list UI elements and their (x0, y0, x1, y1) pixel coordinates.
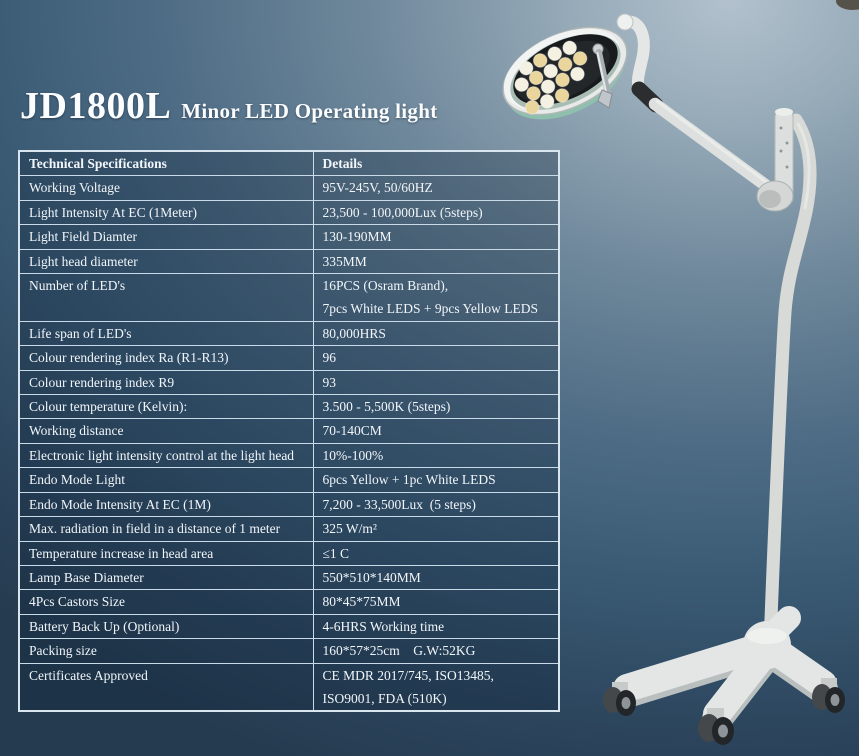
spec-row (19, 663, 559, 711)
spec-value-line: 70-140CM (322, 423, 382, 439)
spec-name-cell: Certificates Approved (19, 663, 313, 711)
spec-name-cell: Max. radiation in field in a distance of 1 meter (19, 517, 313, 541)
spec-row (19, 419, 559, 443)
spec-row (19, 443, 559, 467)
spec-row (19, 565, 559, 589)
corner-object (836, 0, 859, 10)
spec-row (19, 614, 559, 638)
spec-value-line: 16PCS (Osram Brand), (322, 278, 449, 294)
spec-value-line: 7,200 - 33,500Lux (5 steps) (322, 496, 476, 512)
product-name: Minor LED Operating light (181, 99, 438, 123)
spec-value-line: ISO9001, FDA (510K) (322, 690, 447, 706)
spec-name-cell: Number of LED's (19, 274, 313, 322)
spec-header-details: Details (313, 151, 559, 176)
model-name: JD1800L (20, 85, 172, 127)
spec-value-line: 325 W/m² (322, 521, 377, 537)
spec-name-cell: 4Pcs Castors Size (19, 590, 313, 614)
spec-row (19, 517, 559, 541)
spec-name-cell: Colour temperature (Kelvin): (19, 395, 313, 419)
spec-name-cell: Life span of LED's (19, 321, 313, 345)
spec-row (19, 541, 559, 565)
spec-table-body (19, 176, 559, 711)
spec-row (19, 200, 559, 224)
spec-value-line: 80*45*75MM (322, 594, 401, 610)
spec-name-cell: Light Field Diamter (19, 225, 313, 249)
spec-value-line: 7pcs White LEDS + 9pcs Yellow LEDS (322, 301, 538, 317)
spec-value-line: 130-190MM (322, 229, 392, 245)
spec-name-cell: Working Voltage (19, 176, 313, 200)
page-title (20, 84, 438, 128)
spec-name-cell: Light Intensity At EC (1Meter) (19, 200, 313, 224)
spec-value-line: 3.500 - 5,500K (5steps) (322, 399, 451, 415)
spec-row (19, 468, 559, 492)
spec-value-line: 335MM (322, 253, 367, 269)
spec-name-cell: Packing size (19, 639, 313, 663)
lamp-arm (617, 14, 772, 190)
spec-value-line: ≤1 C (322, 545, 350, 561)
spec-row (19, 225, 559, 249)
spec-name-cell: Lamp Base Diameter (19, 565, 313, 589)
spec-value-line: 23,500 - 100,000Lux (5steps) (322, 204, 483, 220)
spec-row (19, 346, 559, 370)
spec-row (19, 370, 559, 394)
spec-value-line: 93 (322, 374, 336, 390)
spec-value-line: 550*510*140MM (322, 569, 421, 585)
spec-name-cell: Working distance (19, 419, 313, 443)
spec-name-cell: Temperature increase in head area (19, 541, 313, 565)
spec-name-cell: Colour rendering index R9 (19, 370, 313, 394)
spec-row (19, 590, 559, 614)
spec-row (19, 321, 559, 345)
spec-value-line: 80,000HRS (322, 325, 386, 341)
spec-value-line: 160*57*25cm G.W:52KG (322, 643, 476, 659)
spec-name-cell: Endo Mode Light (19, 468, 313, 492)
spec-header-row (19, 151, 559, 176)
spec-row (19, 639, 559, 663)
spec-row (19, 274, 559, 322)
spec-row (19, 492, 559, 516)
lamp-base (603, 618, 845, 745)
spec-row (19, 176, 559, 200)
spec-value-line: 4-6HRS Working time (322, 618, 445, 634)
lamp-head (490, 10, 643, 137)
spec-value-line: 96 (322, 350, 336, 366)
spec-value-line: 10%-100% (322, 447, 384, 463)
spec-name-cell: Battery Back Up (Optional) (19, 614, 313, 638)
spec-name-cell: Electronic light intensity control at the light head (19, 443, 313, 467)
spec-header-name: Technical Specifications (19, 151, 313, 176)
spec-name-cell: Endo Mode Intensity At EC (1M) (19, 492, 313, 516)
yoke-pivot-cap (617, 14, 633, 30)
spec-row (19, 249, 559, 273)
product-image (479, 0, 859, 756)
spec-name-cell: Light head diameter (19, 249, 313, 273)
spec-value-line: 95V-245V, 50/60HZ (322, 180, 433, 196)
arm-joint (757, 108, 793, 211)
spec-value-line: 6pcs Yellow + 1pc White LEDS (322, 472, 496, 488)
spec-value-line: CE MDR 2017/745, ISO13485, (322, 667, 494, 683)
spec-row (19, 395, 559, 419)
spec-name-cell: Colour rendering index Ra (R1-R13) (19, 346, 313, 370)
